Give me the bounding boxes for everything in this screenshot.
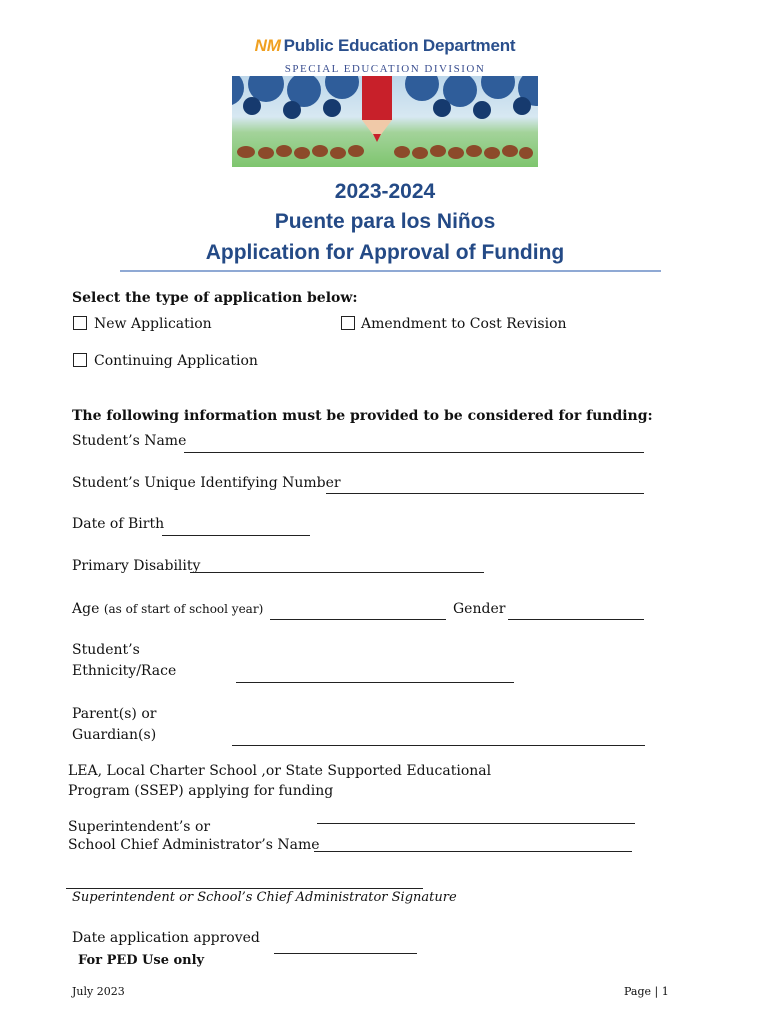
date-approved-label: Date application approved <box>72 930 260 946</box>
student-name-label: Student’s Name <box>72 433 187 449</box>
age-field[interactable] <box>270 619 446 620</box>
parents-field[interactable] <box>232 745 645 746</box>
logo-nm: NM <box>254 36 281 55</box>
footer-date: July 2023 <box>72 985 125 998</box>
superintendent-label-line1: Superintendent’s or <box>68 819 211 835</box>
gender-field[interactable] <box>508 619 644 620</box>
lea-label-line1: LEA, Local Charter School ,or State Supported Educational <box>68 763 492 779</box>
primary-disability-field[interactable] <box>190 572 484 573</box>
application-type-prompt: Select the type of application below: <box>72 290 358 306</box>
ethnicity-field[interactable] <box>236 682 514 683</box>
checkbox-new-application[interactable] <box>73 316 87 330</box>
logo-text: Public Education Department <box>283 36 516 55</box>
age-note: (as of start of school year) <box>103 602 264 616</box>
lea-field[interactable] <box>317 823 635 824</box>
title-divider <box>120 270 661 272</box>
primary-disability-label: Primary Disability <box>72 558 201 574</box>
superintendent-label-line2: School Chief Administrator’s Name <box>68 837 320 853</box>
footer-page-number: Page | 1 <box>624 985 669 998</box>
age-label <box>72 601 263 617</box>
label-amendment: Amendment to Cost Revision <box>361 316 567 332</box>
dob-label: Date of Birth <box>72 516 165 532</box>
title-program: Puente para los Niños <box>274 210 496 233</box>
superintendent-name-field[interactable] <box>314 851 632 852</box>
dob-field[interactable] <box>162 535 310 536</box>
gender-label: Gender <box>453 601 506 617</box>
date-approved-field[interactable] <box>274 953 417 954</box>
signature-caption: Superintendent or School’s Chief Administrator Signature <box>72 890 457 905</box>
checkbox-amendment[interactable] <box>341 316 355 330</box>
required-info-heading: The following information must be provided to be considered for funding: <box>72 408 653 424</box>
signature-field[interactable] <box>66 888 423 889</box>
lea-label-line2: Program (SSEP) applying for funding <box>68 783 334 799</box>
parents-label-line2: Guardian(s) <box>72 727 157 743</box>
ethnicity-label-line1: Student’s <box>72 642 140 658</box>
division-name: SPECIAL EDUCATION DIVISION <box>284 63 486 75</box>
label-new-application: New Application <box>94 316 212 332</box>
checkbox-continuing-application[interactable] <box>73 353 87 367</box>
banner-illustration <box>232 76 538 167</box>
student-name-field[interactable] <box>184 452 644 453</box>
ped-use-label: For PED Use only <box>78 953 205 968</box>
title-subtitle: Application for Approval of Funding <box>205 241 565 264</box>
department-logo <box>0 36 770 56</box>
parents-label-line1: Parent(s) or <box>72 706 157 722</box>
student-id-label: Student’s Unique Identifying Number <box>72 475 341 491</box>
student-id-field[interactable] <box>326 493 644 494</box>
title-year: 2023-2024 <box>334 180 436 203</box>
label-continuing-application: Continuing Application <box>94 353 258 369</box>
ethnicity-label-line2: Ethnicity/Race <box>72 663 177 679</box>
banner-image <box>232 76 538 167</box>
age-text: Age <box>72 601 100 617</box>
